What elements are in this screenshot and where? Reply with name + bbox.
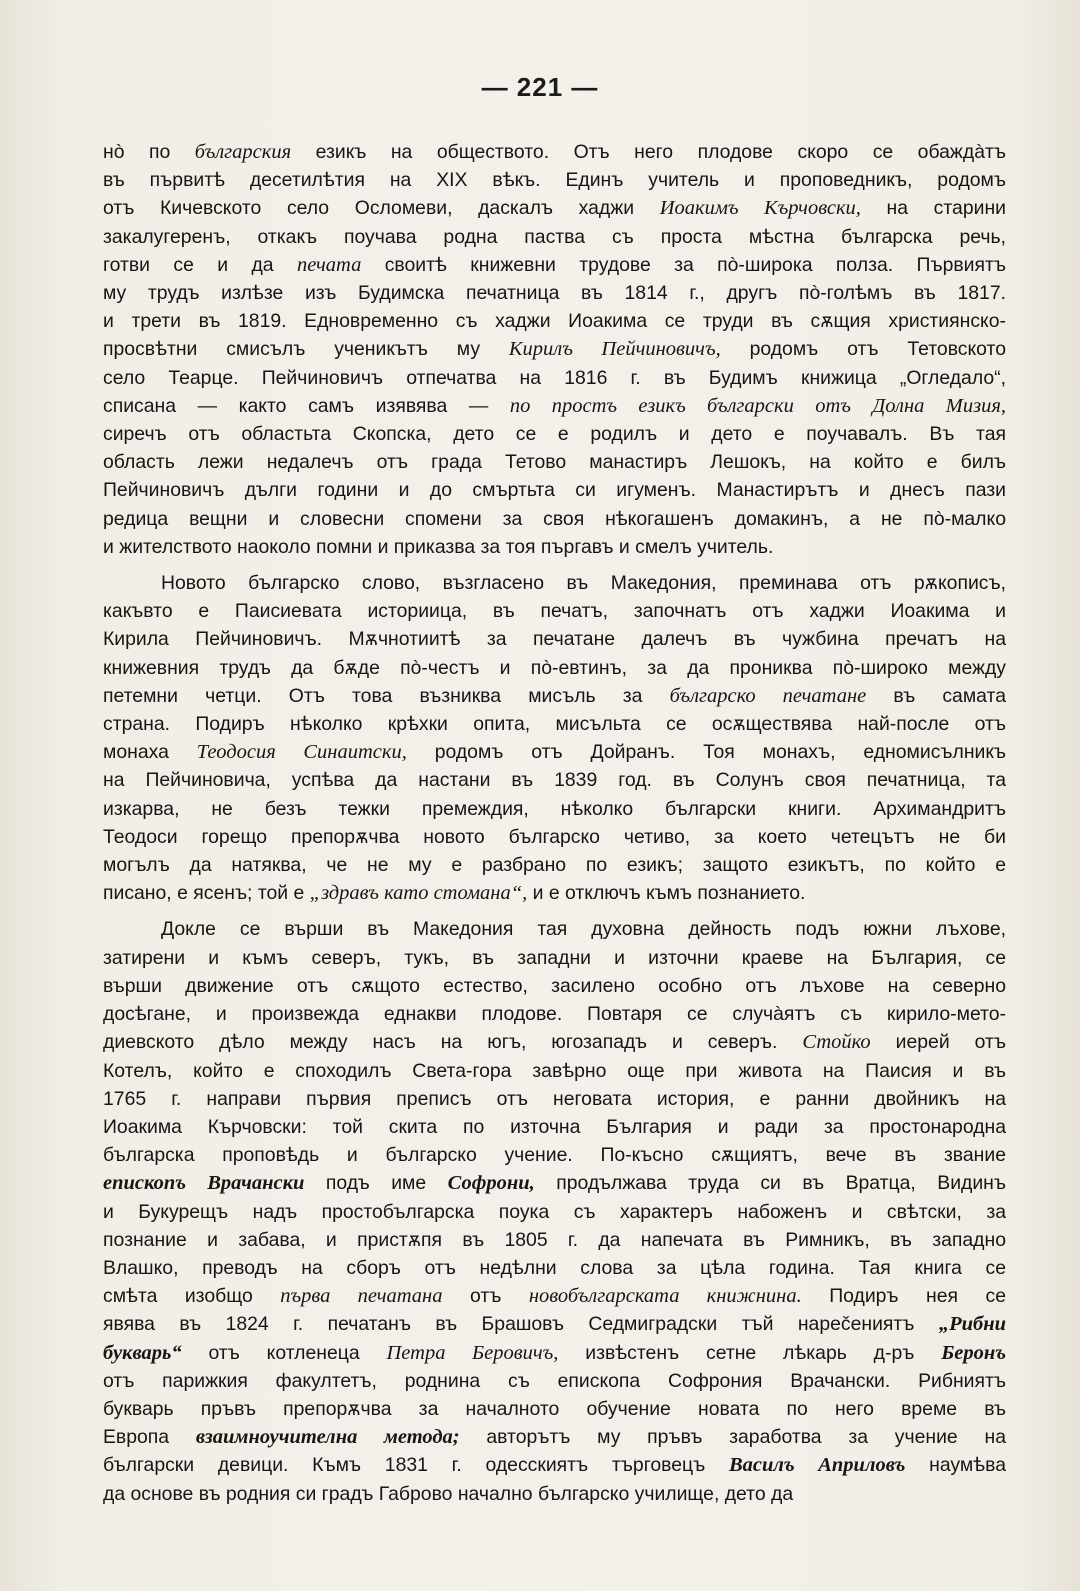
text-line xyxy=(103,251,1006,279)
text-line xyxy=(103,1113,1006,1141)
text-run: писано, е ясенъ; той е xyxy=(103,882,310,905)
text-run: могълъ да натяква, че не му е разбрано по езикъ; защото езикътъ, по който е xyxy=(103,854,1006,877)
text-run: изкарва, не безъ тежки премеждия, нѣколко български книги. Архимандритъ xyxy=(103,797,1006,820)
text-line xyxy=(103,1028,1006,1056)
text-run: върши движение отъ сѫщото естество, засилено особно отъ лъхове на северно xyxy=(103,974,1006,997)
text-line xyxy=(103,533,1006,561)
text-run: и Букурещъ надъ простобългарска поука съ характеръ набоженъ и свѣтски, за xyxy=(103,1200,1006,1223)
text-run: и е отключъ къмъ познанието. xyxy=(527,882,806,905)
emphasized-text-run: по простъ езикъ български отъ Долна Мизия, xyxy=(509,394,1006,417)
text-run: въ самата xyxy=(866,684,1006,707)
text-run: книжевния трудъ да бѫде пò-честъ и пò-евтинъ, за да прониква пò-широко между xyxy=(103,656,1006,679)
text-line xyxy=(103,166,1006,194)
text-line xyxy=(103,944,1006,972)
text-run: списана — както самъ изявява — xyxy=(103,394,510,417)
text-run: иерей отъ xyxy=(870,1031,1006,1054)
text-line xyxy=(103,1198,1006,1226)
text-run: петемни четци. Отъ това възниква мисъль за xyxy=(103,684,670,707)
text-line xyxy=(103,392,1006,420)
text-line xyxy=(103,194,1006,222)
text-line xyxy=(103,682,1006,710)
emphasized-text-run: Софрони, xyxy=(447,1172,535,1195)
text-line xyxy=(103,972,1006,1000)
text-line xyxy=(103,1057,1006,1085)
text-line xyxy=(103,569,1006,597)
text-run: продължава труда си въ Вратца, Видинъ xyxy=(534,1172,1006,1195)
emphasized-text-run: „здравъ като стомана“, xyxy=(309,882,528,905)
text-line xyxy=(103,335,1006,363)
text-run: букварь пръвъ препорѫчва за началното обучение новата по него време въ xyxy=(103,1397,1006,1420)
text-run: Подиръ нея се xyxy=(801,1285,1006,1308)
text-line xyxy=(103,766,1006,794)
text-line xyxy=(103,1451,1006,1479)
text-line xyxy=(103,1367,1006,1395)
emphasized-text-run: Иоакимъ Кърчовски, xyxy=(659,197,861,220)
text-run: диевското дѣло между насъ на югъ, югозападъ и северъ. xyxy=(103,1031,803,1054)
text-run: отъ Кичевското село Осломеви, даскалъ хаджи xyxy=(103,197,660,220)
text-line xyxy=(103,1395,1006,1423)
text-run: българска проповѣдь и българско учение. По-късно сѫщиятъ, вече въ звание xyxy=(103,1144,1006,1167)
body-text xyxy=(103,138,1006,1508)
text-line xyxy=(103,1254,1006,1282)
text-line xyxy=(103,307,1006,335)
text-run: му трудъ излѣзе изъ Будимска печатница въ 1814 г., другъ пò-голѣмъ въ 1817. xyxy=(103,282,1006,305)
text-run: затирени и къмъ северъ, тукъ, въ западни и източни краеве на България, се xyxy=(103,946,1006,969)
page-number: — 221 — xyxy=(481,72,599,102)
text-run: наумѣва xyxy=(905,1454,1006,1477)
text-run: просвѣтни смисълъ ученикътъ му xyxy=(103,338,509,361)
text-line xyxy=(103,625,1006,653)
emphasized-text-run: първа печатана xyxy=(280,1285,443,1308)
text-line xyxy=(103,223,1006,251)
emphasized-text-run: Стойко xyxy=(802,1031,871,1054)
text-run: нò по xyxy=(103,141,195,163)
text-line xyxy=(103,1085,1006,1113)
text-run: Иоакима Кърчовски: той скита по източна България и ради за простонародна xyxy=(103,1115,1006,1138)
text-run: да основе въ родния си градъ Габрово начално българско училище, дето да xyxy=(103,1482,794,1505)
text-run: въ първитѣ десетилѣтия на XIX вѣкъ. Единъ учитель и проповедникъ, родомъ xyxy=(103,169,1006,192)
text-run: родомъ отъ Тетовското xyxy=(720,338,1006,361)
emphasized-text-run: взаимноучителна метода; xyxy=(195,1426,460,1449)
text-run: родомъ отъ Дойранъ. Тоя монахъ, едномисълникъ xyxy=(406,741,1006,764)
emphasized-text-run: българския xyxy=(194,141,292,163)
emphasized-text-run: „Рибни xyxy=(938,1313,1006,1336)
text-run: закалугеренъ, откакъ поучава родна паства съ проста мѣстна българска речь, xyxy=(103,225,1006,248)
text-run: смѣта изобщо xyxy=(103,1285,281,1308)
text-run: досѣгане, и произвежда еднакви плодове. Повтаря се случàятъ съ кирило-мето- xyxy=(103,1003,1006,1026)
text-run: отъ котленеца xyxy=(181,1341,387,1364)
text-line xyxy=(103,279,1006,307)
text-run: Новото българско слово, възгласено въ Македония, преминава отъ рѫкописъ, xyxy=(161,572,1006,595)
text-line xyxy=(103,1310,1006,1338)
paragraph-gap xyxy=(103,561,1006,569)
emphasized-text-run: Теодосия Синаитски, xyxy=(196,741,407,764)
text-run: какъвто е Паисиевата историица, въ печатъ, започнатъ отъ хаджи Иоакима и xyxy=(103,600,1006,623)
emphasized-text-run: Василъ Априловъ xyxy=(728,1454,906,1477)
text-line xyxy=(103,476,1006,504)
paragraph xyxy=(103,569,1006,907)
text-run: езикъ на обществото. Отъ него плодове скоро се обаждàтъ xyxy=(291,141,1006,163)
text-line xyxy=(103,1282,1006,1310)
text-line xyxy=(103,448,1006,476)
text-run: Теодоси горещо препорѫчва новото българско четиво, за което четецътъ не би xyxy=(103,825,1006,848)
emphasized-text-run: Кирилъ Пейчиновичъ, xyxy=(508,338,721,361)
text-run: готви се и да xyxy=(103,253,297,276)
text-run: сиречъ отъ областьта Скопска, дето се е родилъ и дето е поучавалъ. Въ тая xyxy=(103,423,1006,446)
text-line xyxy=(103,915,1006,943)
text-line xyxy=(103,505,1006,533)
paragraph xyxy=(103,915,1006,1507)
text-line xyxy=(103,851,1006,879)
text-run: страна. Подиръ нѣколко крѣхки опита, мисъльта се осѫществява най-после отъ xyxy=(103,713,1006,736)
text-line xyxy=(103,823,1006,851)
emphasized-text-run: новобългарската книжнина. xyxy=(528,1285,802,1308)
text-run: монаха xyxy=(103,741,197,764)
text-line xyxy=(103,654,1006,682)
text-line xyxy=(103,738,1006,766)
emphasized-text-run: българско печатане xyxy=(669,684,867,707)
text-run: познание и забава, и пристѫпя въ 1805 г. да напечата въ Римникъ, въ западно xyxy=(103,1228,1006,1251)
text-line xyxy=(103,1423,1006,1451)
text-line xyxy=(103,1480,1006,1508)
text-line xyxy=(103,597,1006,625)
text-run: Докле се върши въ Македония тая духовна дейность подъ южни лъхове, xyxy=(161,918,1006,941)
text-run: отъ xyxy=(442,1285,529,1308)
text-run: подъ име xyxy=(304,1172,448,1195)
paragraph-gap xyxy=(103,907,1006,915)
text-run: на старини xyxy=(860,197,1006,220)
text-run: Кирила Пейчиновичъ. Мѫчнотиитѣ за печатане далечъ въ чужбина пречатъ на xyxy=(103,628,1006,651)
text-run: Влашко, преводъ на сборъ отъ недѣлни слова за цѣла година. Тая книга се xyxy=(103,1256,1006,1279)
text-run: 1765 г. направи първия преписъ отъ неговата история, е ранни двойникъ на xyxy=(103,1087,1006,1110)
text-run: отъ парижкия факултетъ, роднина съ епископа Софрония Врачански. Рибниятъ xyxy=(103,1369,1006,1392)
emphasized-text-run: епископъ Врачански xyxy=(103,1172,305,1195)
text-run: область лежи недалечъ отъ града Тетово манастиръ Лешокъ, на който е билъ xyxy=(103,451,1006,474)
text-line xyxy=(103,1339,1006,1367)
text-line xyxy=(103,795,1006,823)
text-line xyxy=(103,364,1006,392)
text-run: авторътъ му пръвъ заработва за учение на xyxy=(459,1426,1006,1449)
text-line xyxy=(103,1141,1006,1169)
emphasized-text-run: Беронъ xyxy=(941,1341,1006,1364)
text-line xyxy=(103,138,1006,166)
text-run: Пейчиновичъ дълги години и до смъртьта си игуменъ. Манастирътъ и днесъ пази xyxy=(103,479,1006,502)
text-line xyxy=(103,420,1006,448)
emphasized-text-run: Петра Беровичъ, xyxy=(386,1341,559,1364)
text-line xyxy=(103,1000,1006,1028)
text-run: и жителството наоколо помни и приказва за тоя пъргавъ и смелъ учитель. xyxy=(103,535,774,558)
text-run: явява въ 1824 г. печатанъ въ Брашовъ Седмиградски тъй нарečениятъ xyxy=(103,1313,939,1336)
emphasized-text-run: букварь“ xyxy=(103,1341,182,1364)
text-run: село Теарце. Пейчиновичъ отпечатва на 1816 г. въ Будимъ книжица „Огледало“, xyxy=(103,366,1006,389)
emphasized-text-run: печата xyxy=(296,253,362,276)
text-line xyxy=(103,1226,1006,1254)
paragraph xyxy=(103,138,1006,561)
text-run: редица вещни и словесни спомени за своя нѣкогашенъ домакинъ, а не пò-малко xyxy=(103,507,1006,530)
text-run: български девици. Къмъ 1831 г. одесскиятъ търговецъ xyxy=(103,1454,729,1477)
text-run: извѣстенъ сетне лѣкарь д-ръ xyxy=(558,1341,942,1364)
text-line xyxy=(103,710,1006,738)
text-line xyxy=(103,1169,1006,1197)
text-run: на Пейчиновича, успѣва да настани въ 1839 год. въ Солунъ своя печатница, та xyxy=(103,769,1006,792)
text-run: и трети въ 1819. Едновременно съ хаджи Иоакима се труди въ сѫщия християнско- xyxy=(103,310,1006,333)
text-run: своитѣ книжевни трудове за пò-широка полза. Първиятъ xyxy=(361,253,1006,276)
text-line xyxy=(103,879,1006,907)
text-run: Котелъ, който е споходилъ Света-гора завѣрно още при живота на Паисия и въ xyxy=(103,1059,1006,1082)
text-run: Европа xyxy=(103,1426,196,1449)
